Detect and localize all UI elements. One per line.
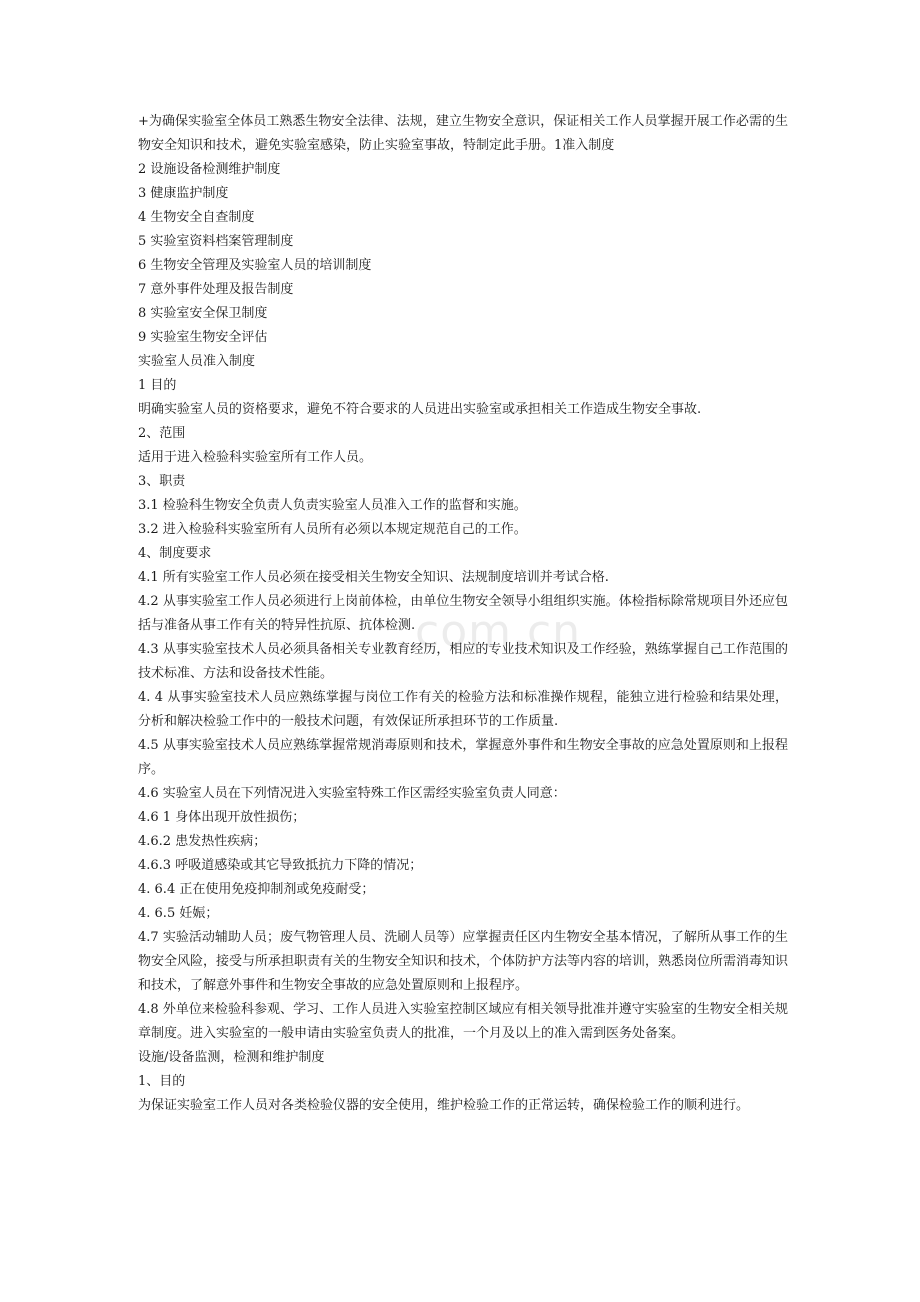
paragraph: 2 设施设备检测维护制度 [138,162,281,177]
paragraph: 1、目的 [138,1074,186,1089]
paragraph: 设施/设备监测，检测和维护制度 [138,1050,325,1065]
paragraph: 适用于进入检验科实验室所有工作人员。 [138,450,373,465]
paragraph: 实验室人员准入制度 [138,354,256,369]
paragraph: 4.1 所有实验室工作人员必须在接受相关生物安全知识、法规制度培训并考试合格. [138,570,609,585]
document-body [138,110,788,1118]
paragraph: 4.6 1 身体出现开放性损伤； [138,810,306,825]
paragraph: 9 实验室生物安全评估 [138,330,268,345]
watermark: com.cn [415,606,582,657]
paragraph: 6 生物安全管理及实验室人员的培训制度 [138,258,372,273]
paragraph: 4 生物安全自查制度 [138,210,255,225]
paragraph: 8 实验室安全保卫制度 [138,306,268,321]
paragraph: 4. 6.4 正在使用免疫抑制剂或免疫耐受； [138,882,375,897]
paragraph: 2、范围 [138,426,186,441]
paragraph: 5 实验室资料档案管理制度 [138,234,294,249]
paragraph: 4.5 从事实验室技术人员应熟练掌握常规消毒原则和技术，掌握意外事件和生物安全事故的应急处置原则和上报程序。 [138,738,788,777]
paragraph: 4. 6.5 妊娠； [138,906,219,921]
paragraph: 3、职责 [138,474,186,489]
paragraph: 3 健康监护制度 [138,186,229,201]
paragraph: 4、制度要求 [138,546,212,561]
paragraph: 4.3 从事实验室技术人员必须具备相关专业教育经历，相应的专业技术知识及工作经验，熟练掌握自己工作范围的技术标准、方法和设备技术性能。 [138,642,788,681]
paragraph: 3.1 检验科生物安全负责人负责实验室人员准入工作的监督和实施。 [138,498,527,513]
paragraph: 为保证实验室工作人员对各类检验仪器的安全使用，维护检验工作的正常运转，确保检验工作的顺利进行。 [138,1098,750,1113]
paragraph: 7 意外事件处理及报告制度 [138,282,294,297]
paragraph: 4.7 实验活动辅助人员；废气物管理人员、洗刷人员等）应掌握责任区内生物安全基本情况，了解所从事工作的生物安全风险，接受与所承担职责有关的生物安全知识和技术，个体防护方法等内容的培训，熟悉岗位所需消毒知识和技术，了解意外事件和生物安全事故的应急处置原则和上报程序。 [138,930,789,993]
paragraph: 明确实验室人员的资格要求，避免不符合要求的人员进出实验室或承担相关工作造成生物安全事故. [138,402,702,417]
paragraph: 4. 4 从事实验室技术人员应熟练掌握与岗位工作有关的检验方法和标准操作规程，能独立进行检验和结果处理，分析和解决检验工作中的一般技术问题，有效保证所承担环节的工作质量. [138,690,788,729]
paragraph: 4.6.3 呼吸道感染或其它导致抵抗力下降的情况； [138,858,423,873]
paragraph: 3.2 进入检验科实验室所有人员所有必须以本规定规范自己的工作。 [138,522,527,537]
paragraph: 1 目的 [138,378,177,393]
paragraph: 4.6.2 患发热性疾病； [138,834,267,849]
paragraph: 4.2 从事实验室工作人员必须进行上岗前体检，由单位生物安全领导小组组织实施。体检指标除常规项目外还应包括与准备从事工作有关的特异性抗原、抗体检测. [138,594,788,633]
paragraph: +为确保实验室全体员工熟悉生物安全法律、法规，建立生物安全意识，保证相关工作人员掌握开展工作必需的生物安全知识和技术，避免实验室感染，防止实验室事故，特制定此手册。1准入制度 [138,114,788,153]
paragraph: 4.6 实验室人员在下列情况进入实验室特殊工作区需经实验室负责人同意： [138,786,566,801]
paragraph: 4.8 外单位来检验科参观、学习、工作人员进入实验室控制区域应有相关领导批准并遵守实验室的生物安全相关规章制度。进入实验室的一般申请由实验室负责人的批准，一个月及以上的准入需到医务处备案。 [138,1002,788,1041]
